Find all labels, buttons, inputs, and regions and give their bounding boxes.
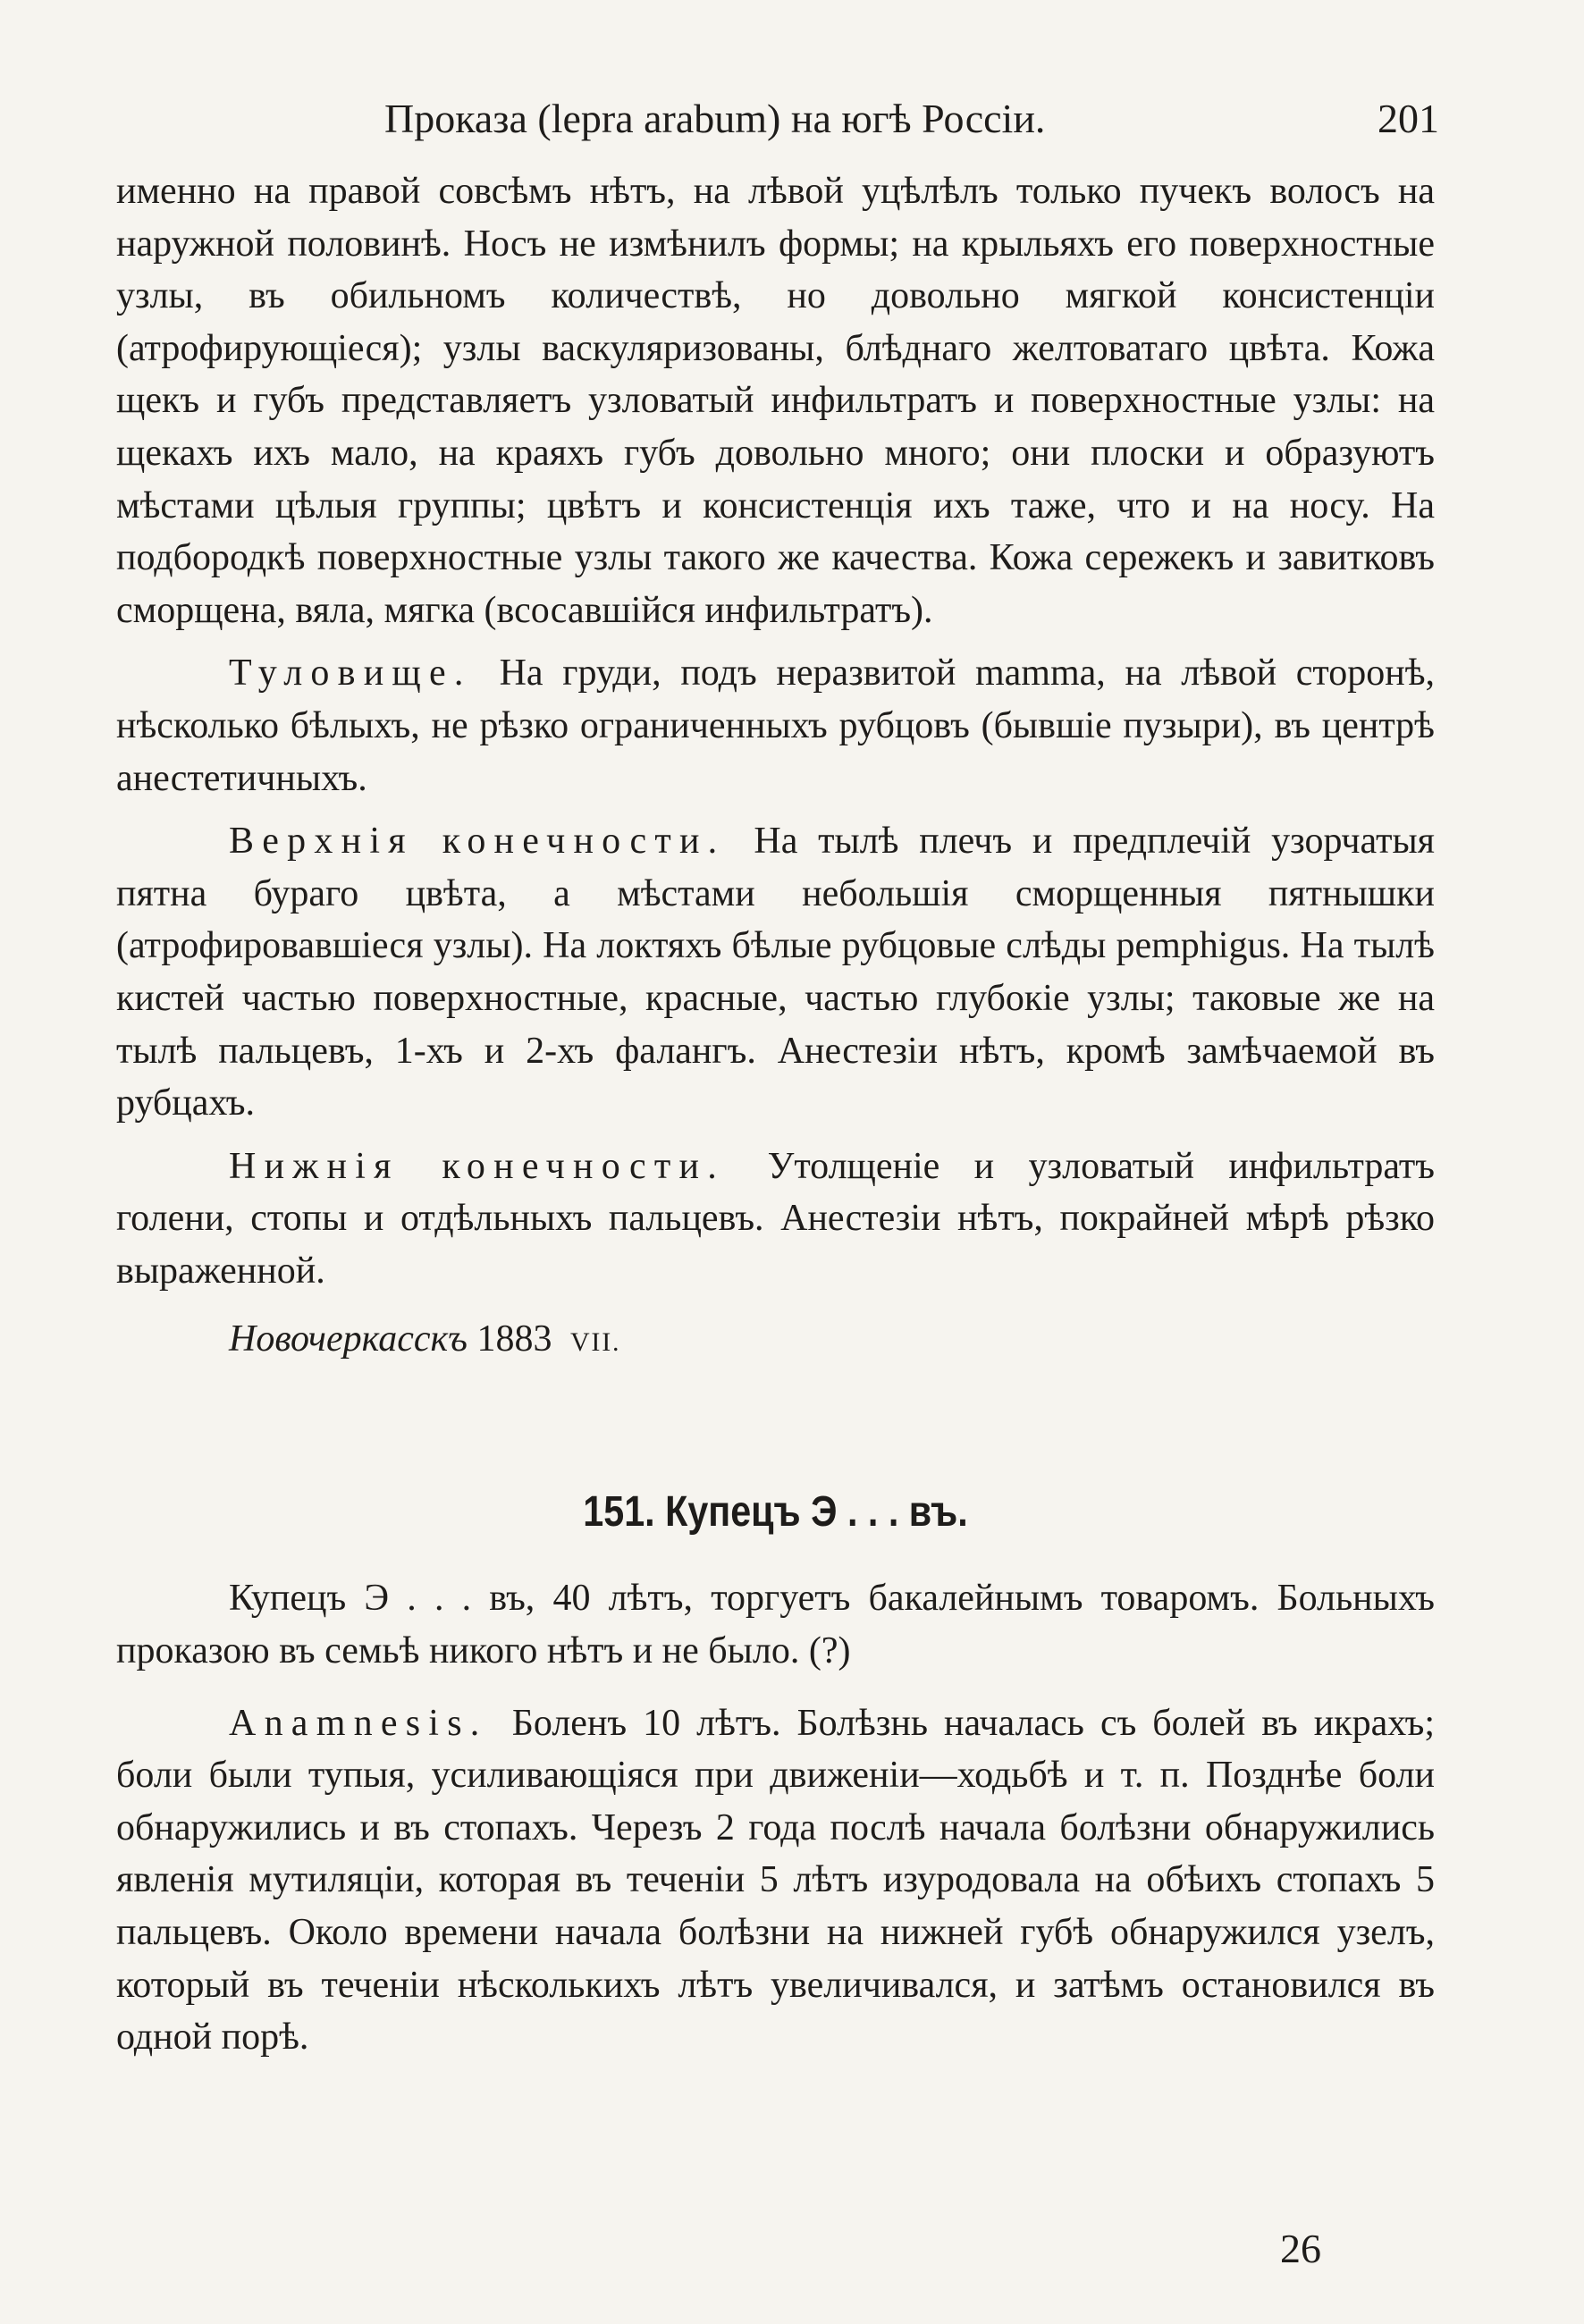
paragraph-upper-limbs (116, 815, 1435, 1130)
paragraph-text: Утолщеніе и узловатый инфильтратъ голени, стопы и отдѣльныхъ пальцевъ. Анестезіи нѣтъ, покрайней мѣрѣ рѣзко выраженной. (116, 1145, 1436, 1292)
paragraph-text: именно на правой совсѣмъ нѣтъ, на лѣвой уцѣлѣлъ только пучекъ волосъ на наружной половинѣ. Носъ не измѣнилъ формы; на крыльяхъ его поверхностные узлы, въ обильномъ количествѣ, но довольно мягкой консистенціи (атрофирующіеся); узлы васкуляризованы, блѣднаго желтоватаго цвѣта. Кожа щекъ и губъ представляетъ узловатый инфильтратъ и поверхностные узлы: на щекахъ ихъ мало, на краяхъ губъ довольно много; они плоски и образуютъ мѣстами цѣлыя группы; цвѣтъ и консистенція ихъ таже, что и на носу. На подбородкѣ поверхностные узлы такого же качества. Кожа сережекъ и завитковъ сморщена, вяла, мягка (всосавшійся инфильтратъ). (116, 171, 1435, 631)
paragraph-anamnesis (116, 1697, 1435, 2064)
paragraph-lead: Нижнія конечности. (229, 1145, 725, 1187)
page-number: 201 (1378, 96, 1439, 141)
signature-mark: 26 (1280, 2226, 1321, 2271)
paragraph-text: На груди, подъ неразвитой mamma, на лѣвой сторонѣ, нѣсколько бѣлыхъ, не рѣзко ограниченныхъ рубцовъ (бывшіе пузыри), въ центрѣ анестетичныхъ. (116, 653, 1435, 799)
paragraph-text: На тылѣ плечъ и предплечій узорчатыя пятна бураго цвѣта, а мѣстами небольшія сморщенныя пятнышки (атрофировавшіеся узлы). На локтяхъ бѣлые рубцовые слѣды pemphigus. На тылѣ кистей частью поверхностные, красные, частью глубокіе узлы; таковые же на тылѣ пальцевъ, 1-хъ и 2-хъ фалангъ. Анестезіи нѣтъ, кромѣ замѣчаемой въ рубцахъ. (116, 821, 1435, 1124)
paragraph-continuation (116, 165, 1435, 636)
paragraph-text: Боленъ 10 лѣтъ. Болѣзнь началась съ болей въ икрахъ; боли были тупыя, усиливающіяся при движеніи—ходьбѣ и т. п. Позднѣе боли обнаружились и въ стопахъ. Черезъ 2 года послѣ начала болѣзни обнаружились явленія мутиляціи, которая въ теченіи 5 лѣтъ изуродовала на обѣихъ стопахъ 5 пальцевъ. Около времени начала болѣзни на нижней губѣ обнаружился узелъ, который въ теченіи нѣсколькихъ лѣтъ увеличивался, и затѣмъ остановился въ одной порѣ. (116, 1702, 1436, 2059)
dateline (116, 1313, 1435, 1368)
paragraph-lower-limbs (116, 1141, 1435, 1298)
dateline-month: VII. (569, 1327, 621, 1358)
dateline-year: 1883 (476, 1318, 552, 1360)
running-head (384, 88, 1439, 150)
paragraph-torso (116, 647, 1435, 804)
dateline-place: Новочеркасскъ (229, 1318, 468, 1360)
paragraph-case-intro (116, 1572, 1435, 1677)
paragraph-lead: Anamnesis. (229, 1702, 488, 1744)
paragraph-text: Купецъ Э . . . въ, 40 лѣтъ, торгуетъ бакалейнымъ товаромъ. Больныхъ проказою въ семьѣ никого нѣтъ и не было. (?) (116, 1578, 1435, 1672)
section-heading: 151. Купецъ Э . . . въ. (583, 1488, 968, 1537)
text-column (116, 165, 1435, 2064)
paragraph-lead: Туловище. (229, 653, 472, 695)
paragraph-lead: Верхнія конечности. (229, 821, 726, 863)
running-title: Проказа (lepra arabum) на югѣ Россіи. (384, 96, 1046, 141)
